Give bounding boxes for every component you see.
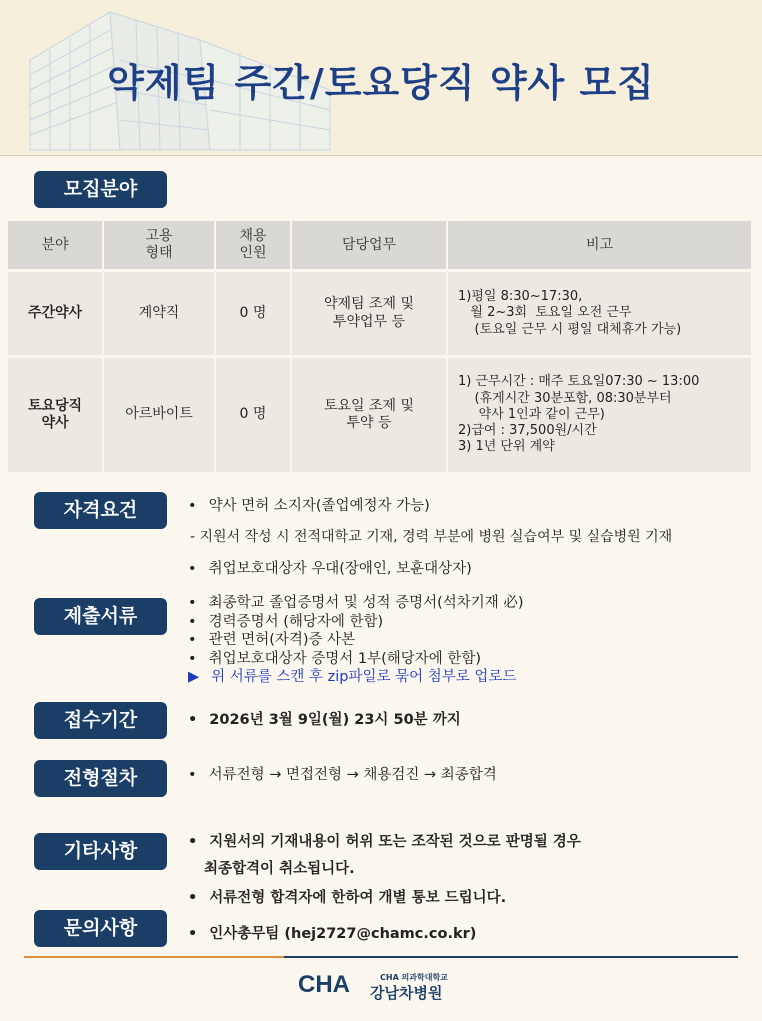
note-line: 2)급여 : 37,500원/시간	[458, 423, 597, 439]
note-line: 1)평일 8:30~17:30,	[458, 289, 583, 305]
list-item: • 취업보호대상자 증명서 1부(해당자에 한함)	[188, 650, 524, 669]
process-text: • 서류전형 → 면접전형 → 채용검진 → 최종합격	[188, 766, 497, 784]
note-line: (토요일 근무 시 평일 대체휴가 가능)	[458, 321, 682, 337]
header-field: 분야	[8, 221, 103, 271]
qualification-item: • 취업보호대상자 우대(장애인, 보훈대상자)	[188, 560, 472, 578]
play-arrow-icon: ▶	[188, 669, 200, 686]
other-item: • 지원서의 기재내용이 허위 또는 조작된 것으로 판명될 경우	[188, 833, 581, 851]
note-line: 월 2~3회 토요일 오전 근무	[458, 305, 632, 321]
list-item: • 경력증명서 (해당자에 한함)	[188, 613, 524, 632]
header-type: 고용 형태	[103, 221, 215, 271]
section-other-label: 기타사항	[34, 833, 167, 870]
cell-field: 토요당직 약사	[8, 357, 103, 474]
header-duty: 담당업무	[291, 221, 447, 271]
logo-name: 강남차병원	[370, 984, 443, 1002]
cell-count: 0 명	[215, 357, 291, 474]
section-inquiry-label: 문의사항	[34, 910, 167, 947]
recruit-table	[8, 221, 753, 475]
page-title: 약제팀 주간/토요당직 약사 모집	[107, 61, 655, 105]
cell-duty: 토요일 조제 및 투약 등	[291, 357, 447, 474]
cell-note	[447, 357, 752, 474]
other-item: • 서류전형 합격자에 한하여 개별 통보 드립니다.	[188, 889, 506, 907]
cha-logo-mark	[298, 970, 360, 996]
footer-accent-line	[24, 956, 284, 958]
cell-type: 계약직	[103, 271, 215, 357]
divider	[0, 155, 762, 156]
logo-mark-text: CHA	[298, 971, 350, 996]
table-header-row	[8, 221, 752, 271]
note-line: 약사 1인과 같이 근무)	[458, 406, 605, 422]
section-qualification-label: 자격요건	[34, 492, 167, 529]
logo-subtitle: CHA 의과학대학교	[380, 973, 448, 982]
section-process-label: 전형절차	[34, 760, 167, 797]
period-text: • 2026년 3월 9일(월) 23시 50분 까지	[188, 711, 461, 729]
header-banner	[0, 0, 762, 155]
inquiry-text: • 인사총무팀 (hej2727@chamc.co.kr)	[188, 925, 476, 943]
upload-instruction: ▶ 위 서류를 스캔 후 zip파일로 묶어 첨부로 업로드	[188, 669, 517, 686]
note-line: 1) 근무시간 : 매주 토요일07:30 ~ 13:00	[458, 374, 700, 390]
cell-note	[447, 271, 752, 357]
documents-list	[188, 594, 524, 687]
other-item-continued: 최종합격이 취소됩니다.	[204, 861, 355, 877]
header-note: 비고	[447, 221, 752, 271]
table-row	[8, 357, 752, 474]
list-item: • 최종학교 졸업증명서 및 성적 증명서(석차기재 必)	[188, 594, 524, 613]
section-recruit-label: 모집분야	[34, 171, 167, 208]
cell-duty: 약제팀 조제 및 투약업무 등	[291, 271, 447, 357]
note-line: (휴게시간 30분포함, 08:30분부터	[458, 390, 672, 406]
list-item: • 관련 면허(자격)증 사본	[188, 631, 524, 650]
header-count: 채용 인원	[215, 221, 291, 271]
section-documents-label: 제출서류	[34, 598, 167, 635]
cell-count: 0 명	[215, 271, 291, 357]
note-line: 3) 1년 단위 계약	[458, 439, 555, 455]
section-period-label: 접수기간	[34, 702, 167, 739]
qualification-item: • 약사 면허 소지자(졸업예정자 가능)	[188, 497, 430, 515]
footer-line	[284, 956, 738, 958]
qualification-subitem: - 지원서 작성 시 전적대학교 기재, 경력 부분에 병원 실습여부 및 실습병원 기재	[190, 529, 673, 545]
table-row	[8, 271, 752, 357]
cell-field: 주간약사	[8, 271, 103, 357]
cell-type: 아르바이트	[103, 357, 215, 474]
